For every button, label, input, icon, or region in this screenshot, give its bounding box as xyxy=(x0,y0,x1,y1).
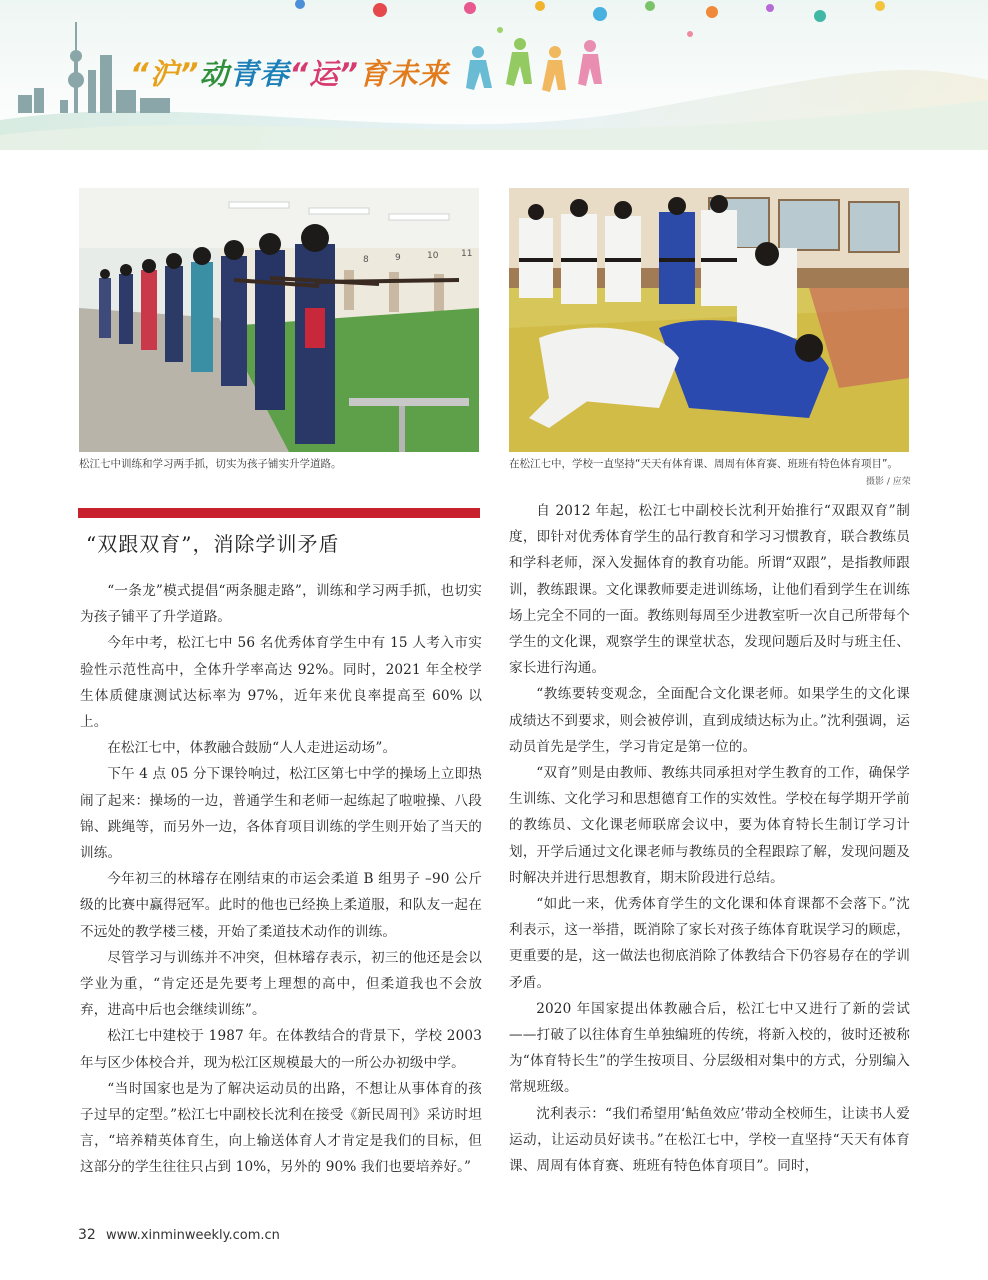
section-heading: “双跟双育”，消除学训矛盾 xyxy=(86,532,340,556)
paragraph: “教练要转变观念，全面配合文化课老师。如果学生的文化课成绩达不到要求，则会被停训，直到成绩达标为止。”沈利强调，运动员首先是学生，学习肯定是第一位的。 xyxy=(509,686,910,755)
paragraph: “如此一来，优秀体育学生的文化课和体育课都不会落下。”沈利表示，这一举措，既消除了家长对孩子练体育耽误学习的顾虑，更重要的是，这一做法也彻底消除了体教结合下仍容易存在的学训矛盾。 xyxy=(509,896,910,991)
paragraph: 松江七中建校于 1987 年。在体教结合的背景下，学校 2003 年与区少体校合并，现为松江区规模最大的一所公办初级中学。 xyxy=(80,1028,482,1071)
lane-number: 11 xyxy=(461,249,473,259)
paragraph: 今年初三的林璿存在刚结束的市运会柔道 B 组男子 –90 公斤级的比赛中赢得冠军。此时的他也已经换上柔道服，和队友一起在不远处的教学楼三楼，开始了柔道技术动作的训练。 xyxy=(80,871,482,940)
page-number: 32 xyxy=(78,1227,96,1243)
banner-title xyxy=(130,52,449,92)
paragraph: 沈利表示：“我们希望用‘鲇鱼效应’带动全校师生，让读书人爱运动，让运动员好读书。”在松江七中，学校一直坚持“天天有体育课、周周有体育赛、班班有特色体育项目”。同时， xyxy=(509,1105,910,1175)
shooting-range-photo xyxy=(79,188,479,452)
header-banner xyxy=(0,0,988,150)
paragraph: 自 2012 年起，松江七中副校长沈利开始推行“双跟双育”制度，即针对优秀体育学生的品行教育和学习习惯教育，联合教练员和学科老师，深入发掘体育的教育功能。所谓“双跟”，是指教师跟训，教练跟课。文化课教师要走进训练场，让他们看到学生在训练场上完全不同的一面。教练则每周至少进教室听一次自己所带每个学生的文化课，观察学生的课堂状态，发现问题后及时与班主任、家长进行沟通。 xyxy=(509,503,910,677)
paragraph: “一条龙”模式提倡“两条腿走路”，训练和学习两手抓，也切实为孩子铺平了升学道路。 xyxy=(80,583,482,626)
paragraph: 在松江七中，体教融合鼓励“人人走进运动场”。 xyxy=(107,740,397,757)
photo-caption: 松江七中训练和学习两手抓，切实为孩子铺实升学道路。 xyxy=(79,458,342,470)
banner-title-part: “运” xyxy=(289,57,359,91)
lane-number: 9 xyxy=(395,253,401,263)
section-accent-bar xyxy=(78,508,480,518)
banner-title-part: “沪” xyxy=(130,57,200,91)
banner-title-part: 青春 xyxy=(229,57,290,91)
banner-title-part: 育未来 xyxy=(358,57,449,91)
photo-credit: 摄影 / 应荣 xyxy=(866,477,911,487)
paragraph: 2020 年国家提出体教融合后，松江七中又进行了新的尝试——打破了以往体育生单独编班的传统，将新入校的，彼时还被称为“体育特长生”的学生按项目、分层级相对集中的方式，分别编入常规班级。 xyxy=(509,1000,910,1096)
judo-training-photo xyxy=(509,188,909,452)
right-text-column xyxy=(509,498,910,1179)
paragraph: 下午 4 点 05 分下课铃响过，松江区第七中学的操场上立即热闹了起来：操场的一边，普通学生和老师一起练起了啦啦操、八段锦、跳绳等，而另外一边，各体育项目训练的学生则开始了当天的训练。 xyxy=(80,766,482,862)
paragraph: 今年中考，松江七中 56 名优秀体育学生中有 15 人考入市实验性示范性高中，全体升学率高达 92%。同时，2021 年全校学生体质健康测试达标率为 97%，近年来优良率提高至 60% 以上。 xyxy=(80,635,482,731)
paragraph: “双育”则是由教师、教练共同承担对学生教育的工作，确保学生训练、文化学习和思想德育工作的实效性。学校在每学期开学前的教练员、文化课老师联席会议中，要为体育特长生制订学习计划，开学后通过文化课老师与教练员的全程跟踪了解，发现问题及时解决并进行思想教育，期末阶段进行总结。 xyxy=(509,765,910,886)
paragraph: “当时国家也是为了解决运动员的出路，不想让从事体育的孩子过早的定型。”松江七中副校长沈利在接受《新民周刊》采访时坦言，“培养精英体育生，向上输送体育人才肯定是我们的目标，但这部分的学生往往只占到 10%，另外的 90% 我们也要培养好。” xyxy=(80,1080,482,1176)
left-text-column xyxy=(80,578,482,1181)
lane-number: 10 xyxy=(427,251,439,261)
website-url: www.xinminweekly.com.cn xyxy=(105,1228,280,1243)
paragraph: 尽管学习与训练并不冲突，但林璿存表示，初三的他还是会以学业为重，“肯定还是先要考上理想的高中，但柔道我也不会放弃，进高中后也会继续训练”。 xyxy=(80,949,482,1019)
banner-title-part: 动 xyxy=(199,57,230,91)
page-footer xyxy=(78,1227,280,1243)
photo-caption: 在松江七中，学校一直坚持“天天有体育课、周周有体育赛、班班有特色体育项目”。 xyxy=(509,458,898,470)
lane-number: 8 xyxy=(363,255,369,265)
